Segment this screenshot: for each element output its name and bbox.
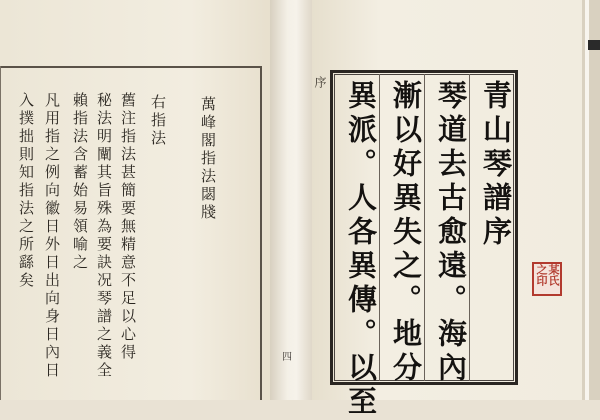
left-text-column-3: 賴指法含蓄始易領喻之 [71,92,89,272]
left-frame-rule-right [260,66,262,400]
preface-text-column-1: 琴道去古愈遠。海內 [434,80,468,386]
page-edge [582,0,600,400]
left-text-column-5: 入撲拙則知指法之所繇矣 [17,92,35,290]
preface-text-column-2: 漸以好異失之。地分 [389,80,423,386]
left-text-column-2: 秘法明闡其旨殊為要訣况琴譜之義全 [95,92,113,380]
book-gutter [270,0,314,400]
left-text-column-4: 凡用指之例向徽日外日出向身日內日 [43,92,61,380]
seal-text: 某氏之印 [535,264,560,286]
left-folio-number: 四 [282,352,292,363]
left-frame-rule-left [0,66,1,400]
left-text-column-1: 舊注指法甚簡要無精意不足以心得 [119,92,137,362]
left-subtitle-column: 右指法 [149,94,167,148]
preface-text-column-3: 異派。人各異傳。以至 [344,80,378,420]
red-seal-stamp [532,262,562,296]
left-title-column: 萬峰閣指法閟牋 [199,96,217,222]
edge-mark [588,40,600,50]
preface-title: 青山琴譜序 [479,80,513,250]
left-frame-rule-top [0,66,262,68]
right-margin-label: 序 [313,76,327,88]
